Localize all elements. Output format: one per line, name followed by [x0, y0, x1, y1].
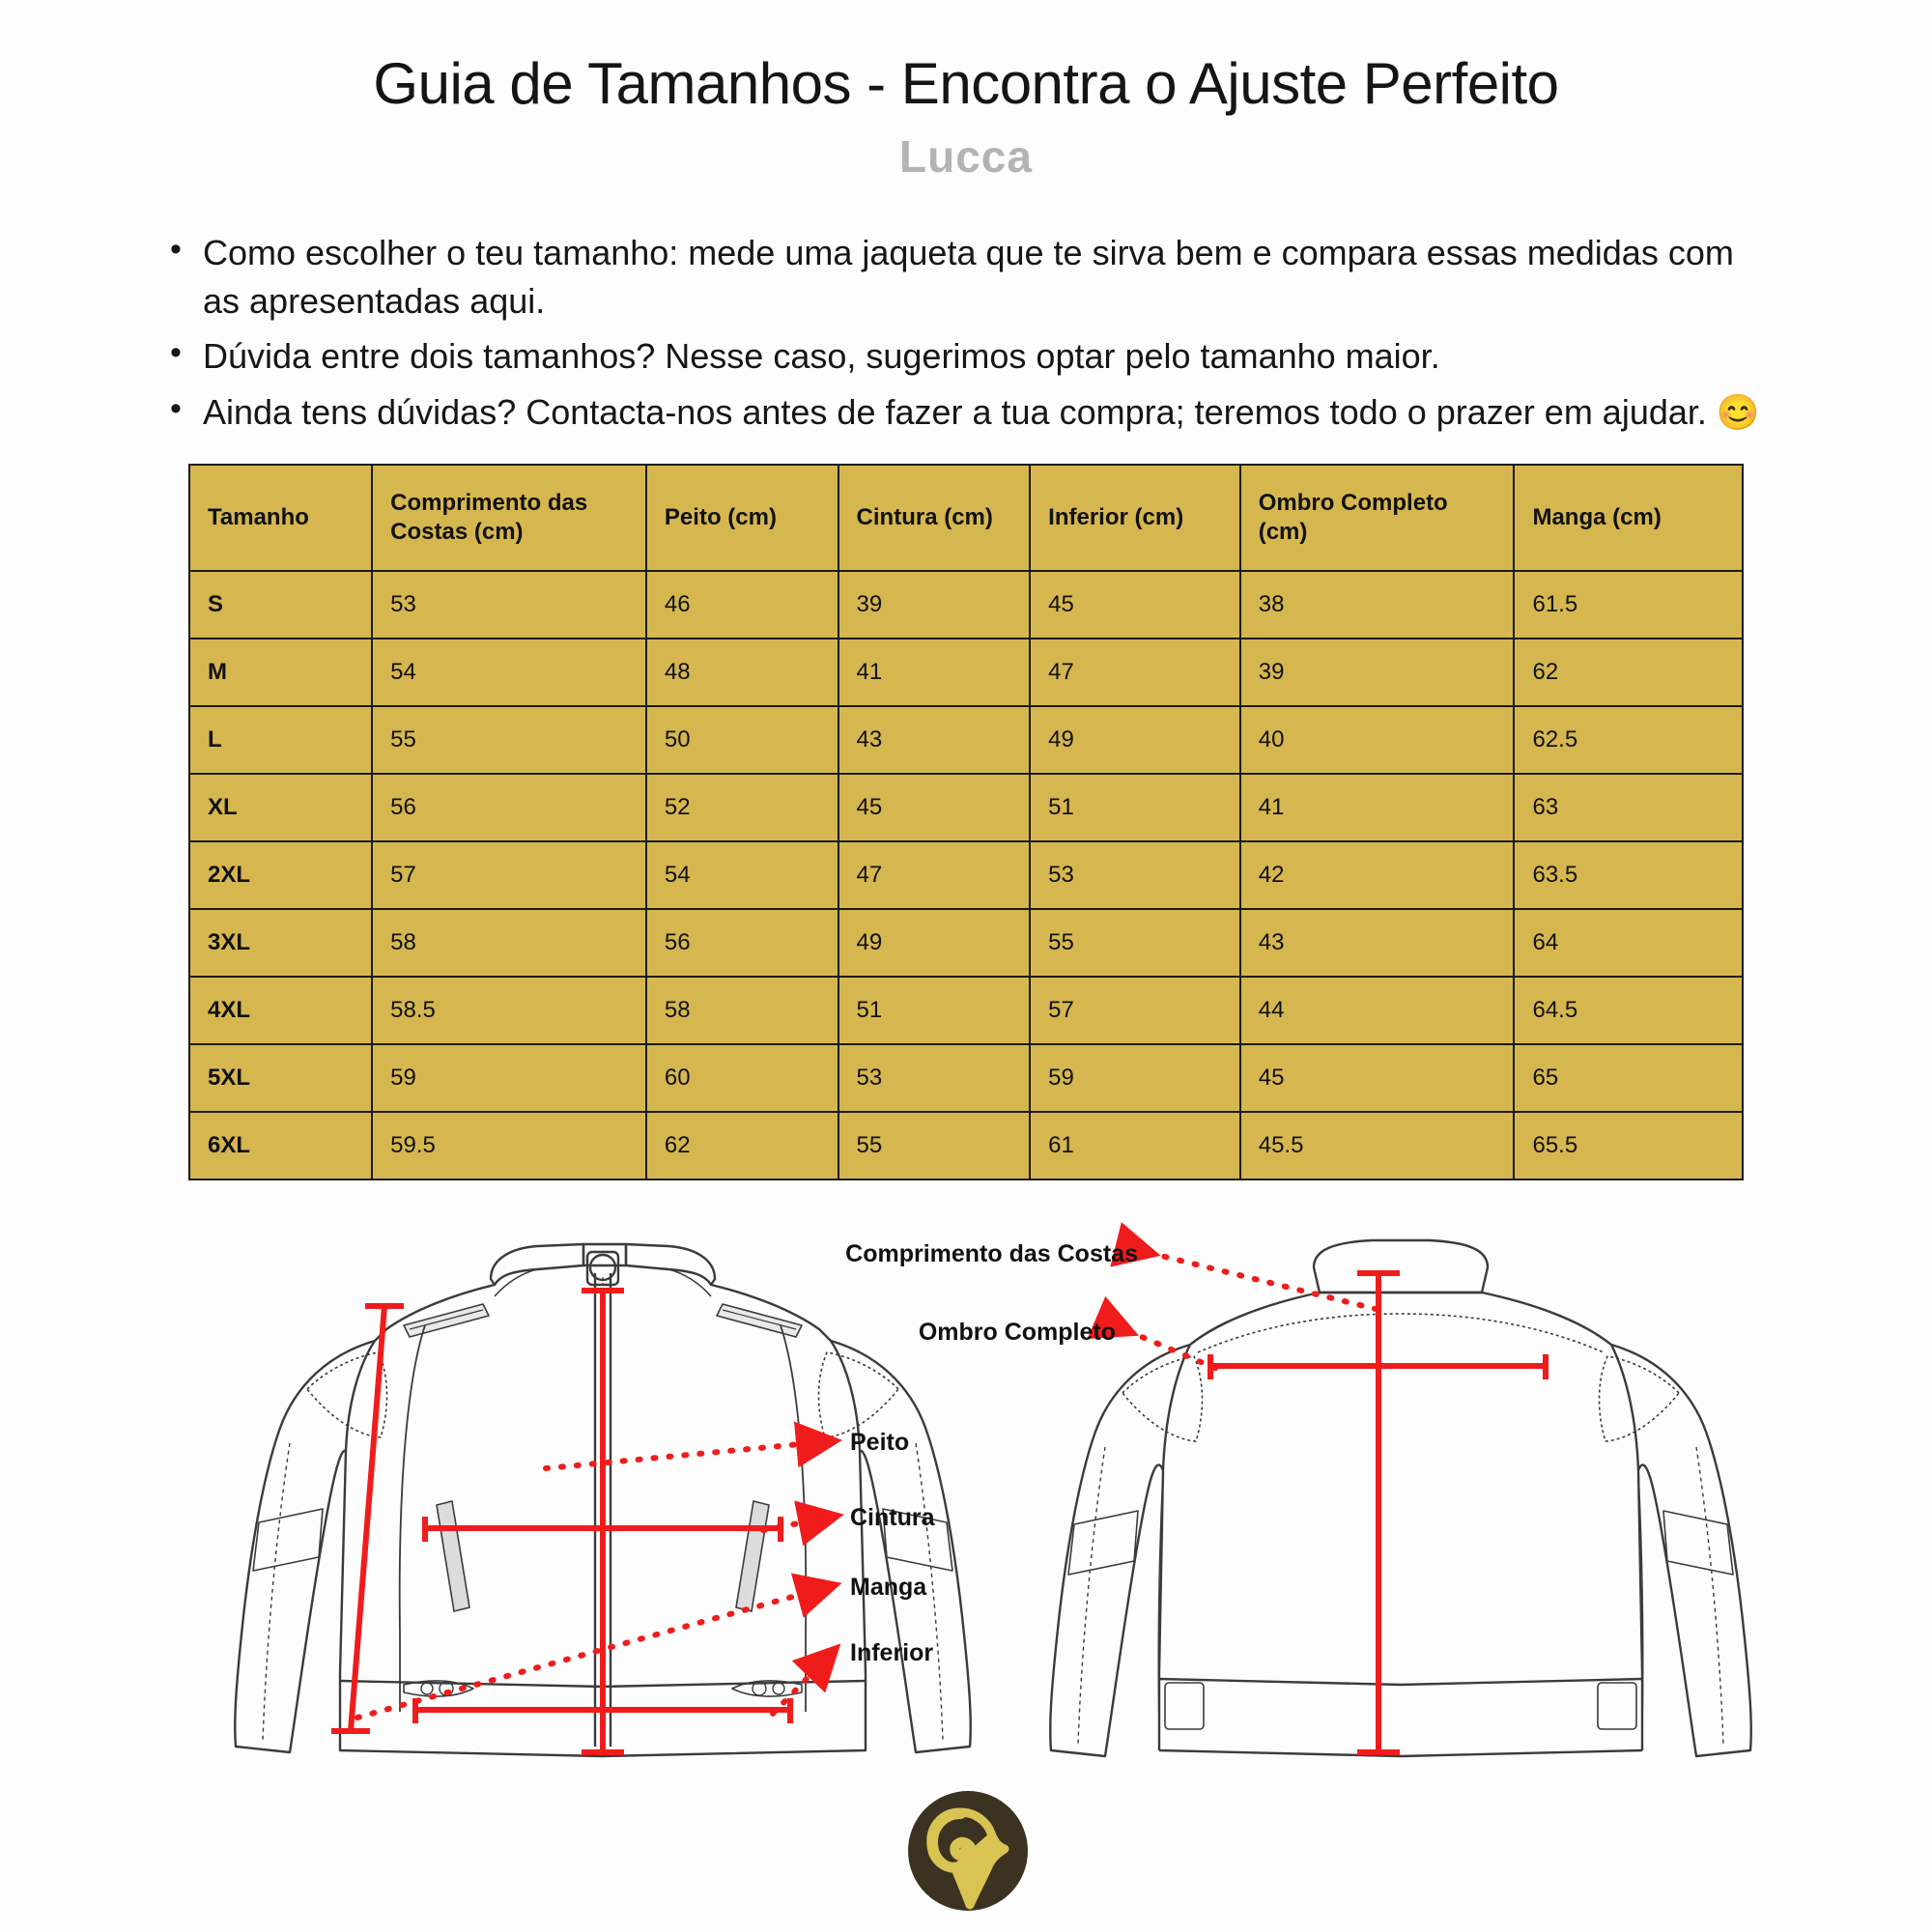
table-header-row: [189, 465, 1743, 571]
column-header-costas: Comprimento das Costas (cm): [372, 465, 646, 571]
cell-ombro: 43: [1240, 909, 1515, 977]
cell-size: 2XL: [189, 841, 372, 909]
cell-ombro: 44: [1240, 977, 1515, 1044]
cell-size: XL: [189, 774, 372, 841]
cell-inferior: 55: [1030, 909, 1240, 977]
table-row: [189, 841, 1743, 909]
cell-manga: 65: [1514, 1044, 1743, 1112]
column-header-ombro: Ombro Completo (cm): [1240, 465, 1515, 571]
cell-peito: 58: [646, 977, 838, 1044]
cell-cintura: 41: [838, 639, 1031, 706]
cell-costas: 58: [372, 909, 646, 977]
table-row: [189, 571, 1743, 639]
column-header-inferior: Inferior (cm): [1030, 465, 1240, 571]
cell-peito: 50: [646, 706, 838, 774]
table-row: [189, 1044, 1743, 1112]
column-header-cintura: Cintura (cm): [838, 465, 1031, 571]
cell-size: L: [189, 706, 372, 774]
table-row: [189, 977, 1743, 1044]
table-row: [189, 639, 1743, 706]
size-table-body: [189, 571, 1743, 1179]
cell-size: 6XL: [189, 1112, 372, 1179]
table-row: [189, 706, 1743, 774]
cell-peito: 48: [646, 639, 838, 706]
jacket-back-illustration: [1050, 1240, 1751, 1756]
label-manga: Manga: [850, 1573, 927, 1601]
cell-inferior: 53: [1030, 841, 1240, 909]
cell-costas: 57: [372, 841, 646, 909]
cell-inferior: 51: [1030, 774, 1240, 841]
cell-inferior: 45: [1030, 571, 1240, 639]
cell-peito: 54: [646, 841, 838, 909]
column-header-tamanho: Tamanho: [189, 465, 372, 571]
cell-peito: 46: [646, 571, 838, 639]
cell-costas: 53: [372, 571, 646, 639]
cell-inferior: 49: [1030, 706, 1240, 774]
cell-inferior: 61: [1030, 1112, 1240, 1179]
cell-size: 4XL: [189, 977, 372, 1044]
cell-manga: 63: [1514, 774, 1743, 841]
list-item: • Como escolher o teu tamanho: mede uma jaqueta que te sirva bem e compara essas medidas com as apresentadas aqui.: [170, 229, 1777, 325]
cell-peito: 56: [646, 909, 838, 977]
cell-inferior: 59: [1030, 1044, 1240, 1112]
label-comprimento-costas: Comprimento das Costas: [845, 1239, 1138, 1267]
cell-costas: 55: [372, 706, 646, 774]
cell-ombro: 38: [1240, 571, 1515, 639]
measurement-diagram: [0, 1209, 1932, 1828]
cell-manga: 64.5: [1514, 977, 1743, 1044]
table-row: [189, 774, 1743, 841]
cell-peito: 62: [646, 1112, 838, 1179]
cell-size: S: [189, 571, 372, 639]
column-header-peito: Peito (cm): [646, 465, 838, 571]
cell-cintura: 43: [838, 706, 1031, 774]
cell-inferior: 47: [1030, 639, 1240, 706]
table-row: [189, 909, 1743, 977]
cell-cintura: 55: [838, 1112, 1031, 1179]
cell-ombro: 41: [1240, 774, 1515, 841]
cell-manga: 62.5: [1514, 706, 1743, 774]
cell-ombro: 42: [1240, 841, 1515, 909]
cell-manga: 61.5: [1514, 571, 1743, 639]
cell-costas: 56: [372, 774, 646, 841]
label-peito: Peito: [850, 1428, 910, 1456]
label-inferior: Inferior: [850, 1638, 934, 1666]
cell-manga: 64: [1514, 909, 1743, 977]
list-item: • Dúvida entre dois tamanhos? Nesse caso, sugerimos optar pelo tamanho maior.: [170, 332, 1777, 381]
cell-inferior: 57: [1030, 977, 1240, 1044]
cell-manga: 65.5: [1514, 1112, 1743, 1179]
cell-cintura: 47: [838, 841, 1031, 909]
cell-manga: 63.5: [1514, 841, 1743, 909]
cell-costas: 58.5: [372, 977, 646, 1044]
label-ombro-completo: Ombro Completo: [918, 1318, 1116, 1346]
cell-size: 3XL: [189, 909, 372, 977]
label-cintura: Cintura: [850, 1503, 935, 1531]
cell-cintura: 51: [838, 977, 1031, 1044]
cell-manga: 62: [1514, 639, 1743, 706]
cell-ombro: 40: [1240, 706, 1515, 774]
brand-logo-icon: [906, 1789, 1030, 1913]
cell-cintura: 49: [838, 909, 1031, 977]
size-table-container: [188, 464, 1744, 1180]
page-title: Guia de Tamanhos - Encontra o Ajuste Perfeito: [373, 51, 1559, 116]
table-row: [189, 1112, 1743, 1179]
cell-peito: 52: [646, 774, 838, 841]
size-table: [188, 464, 1744, 1180]
cell-cintura: 39: [838, 571, 1031, 639]
brand-name: Lucca: [899, 131, 1033, 182]
cell-cintura: 45: [838, 774, 1031, 841]
cell-ombro: 45: [1240, 1044, 1515, 1112]
cell-ombro: 39: [1240, 639, 1515, 706]
cell-size: M: [189, 639, 372, 706]
instructions-list: [0, 229, 1932, 437]
cell-costas: 54: [372, 639, 646, 706]
cell-costas: 59.5: [372, 1112, 646, 1179]
cell-peito: 60: [646, 1044, 838, 1112]
cell-ombro: 45.5: [1240, 1112, 1515, 1179]
column-header-manga: Manga (cm): [1514, 465, 1743, 571]
cell-size: 5XL: [189, 1044, 372, 1112]
cell-costas: 59: [372, 1044, 646, 1112]
cell-cintura: 53: [838, 1044, 1031, 1112]
list-item: • Ainda tens dúvidas? Contacta-nos antes de fazer a tua compra; teremos todo o prazer em ajudar. 😊: [170, 388, 1777, 437]
